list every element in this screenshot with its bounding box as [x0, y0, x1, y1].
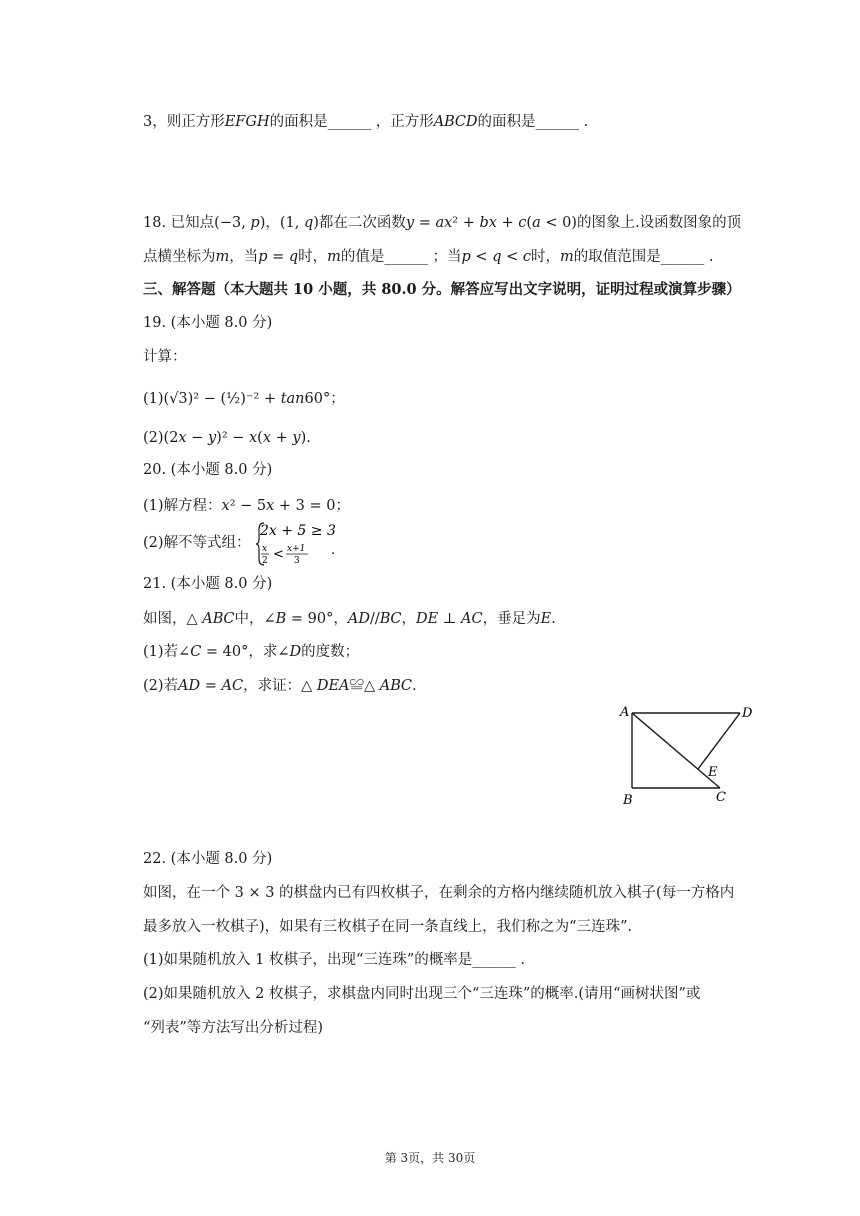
question-21-prompt: 如图，△ 𝐴𝐵𝐶中，∠𝐵 = 90°，𝐴𝐷//𝐵𝐶，𝐷𝐸 ⊥ 𝐴𝐶，垂足为𝐸. [143, 611, 556, 627]
question-19-part-1: (1)(√3)² − (½)⁻² + 𝑡𝑎𝑛60°； [143, 391, 345, 407]
question-22-part-2: (2)如果随机放入 2 枚棋子，求棋盘内同时出现三个“三连珠”的概率.(请用“画树状图”或 [143, 986, 701, 1002]
geometry-figure [612, 700, 762, 812]
system-period: . [331, 543, 336, 558]
system-row-1: 2𝑥 + 5 ≥ 3 [260, 523, 336, 539]
question-22-header: 22. (本小题 8.0 分) [143, 851, 273, 867]
segment-ac [632, 713, 720, 788]
label-e: E [708, 765, 718, 780]
question-18-line-2: 点横坐标为𝑚，当𝑝 = 𝑞时，𝑚的值是______ ；当𝑝 < 𝑞 < 𝑐时，𝑚的取值范围是______ . [143, 249, 714, 265]
question-21-header: 21. (本小题 8.0 分) [143, 576, 273, 592]
question-21-part-1: (1)若∠𝐶 = 40°，求∠𝐷的度数； [143, 644, 360, 660]
inequality-system [256, 521, 346, 567]
row2-left-den: 2 [262, 556, 268, 566]
label-a: A [620, 705, 630, 720]
question-22-part-2-cont: “列表”等方法写出分析过程) [143, 1020, 323, 1036]
question-22-part-1: (1)如果随机放入 1 枚棋子，出现“三连珠”的概率是______ . [143, 952, 526, 968]
question-19-prompt: 计算： [143, 349, 187, 365]
question-18-line-1: 18. 已知点(−3, 𝑝)，(1, 𝑞)都在二次函数𝑦 = 𝑎𝑥² + 𝑏𝑥 + 𝑐(𝑎 < 0)的图象上.设函数图象的顶 [143, 215, 742, 231]
row2-right-num: 𝑥+1 [287, 544, 306, 554]
question-20-header: 20. (本小题 8.0 分) [143, 462, 273, 478]
label-b: B [623, 793, 633, 808]
question-19-part-2: (2)(2𝑥 − 𝑦)² − 𝑥(𝑥 + 𝑦). [143, 430, 311, 446]
label-c: C [716, 790, 726, 805]
row2-op: < [273, 547, 284, 562]
question-21-part-2: (2)若𝐴𝐷 = 𝐴𝐶，求证：△ 𝐷𝐸𝐴≌△ 𝐴𝐵𝐶. [143, 678, 417, 694]
label-d: D [742, 706, 753, 721]
question-20-part-2: (2)解不等式组： [143, 535, 251, 551]
row2-right-den: 3 [294, 556, 300, 566]
section-heading: 三、解答题（本大题共 10 小题，共 80.0 分。解答应写出文字说明，证明过程或演算步骤） [143, 281, 741, 298]
question-20-part-1: (1)解方程：𝑥² − 5𝑥 + 3 = 0； [143, 498, 350, 514]
page-footer: 第 3页，共 30页 [384, 1151, 476, 1165]
row2-left-num: 𝑥 [262, 544, 268, 554]
question-22-prompt-1: 如图，在一个 3 × 3 的棋盘内已有四枚棋子，在剩余的方格内继续随机放入棋子(每一方格内 [143, 885, 735, 901]
question-19-header: 19. (本小题 8.0 分) [143, 315, 273, 331]
question-22-prompt-2: 最多放入一枚棋子)，如果有三枚棋子在同一条直线上，我们称之为“三连珠”. [143, 919, 633, 935]
segment-de [698, 713, 740, 769]
question-17-continuation: 3，则正方形𝐸𝐹𝐺𝐻的面积是______ ，正方形𝐴𝐵𝐶𝐷的面积是______ . [143, 114, 589, 130]
